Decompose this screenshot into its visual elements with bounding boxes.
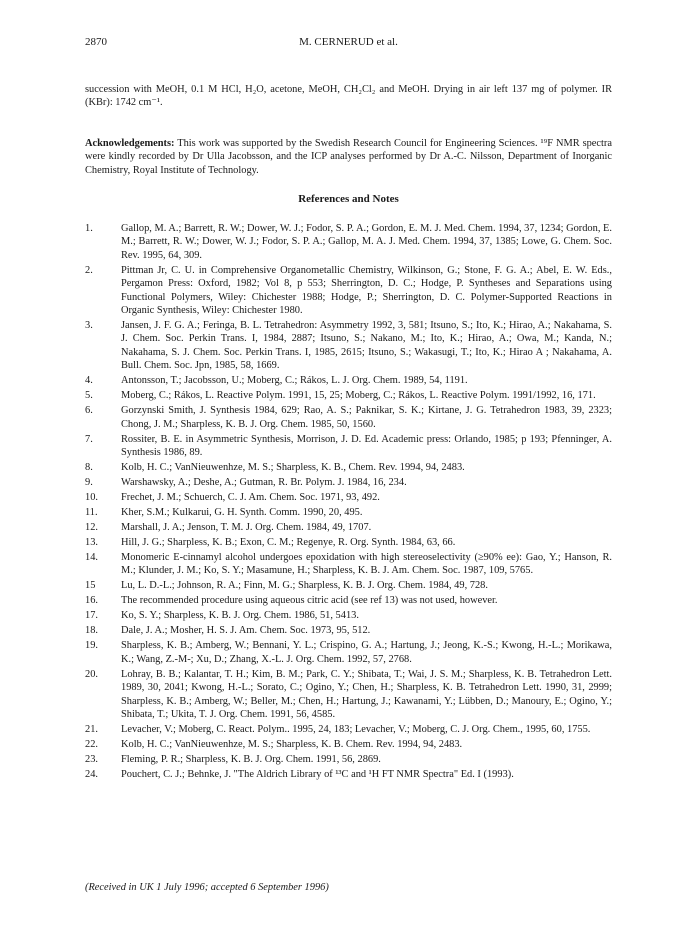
acknowledgements xyxy=(85,137,612,177)
reference-text: The recommended procedure using aqueous citric acid (see ref 13) was not used, however. xyxy=(121,595,498,607)
reference-number: 8. xyxy=(85,462,93,474)
reference-text: Kolb, H. C.; VanNieuwenhze, M. S.; Sharpless, K. B. Chem. Rev. 1994, 94, 2483. xyxy=(121,739,463,751)
reference-item xyxy=(85,319,612,373)
page-header xyxy=(85,36,612,52)
reference-number: 13. xyxy=(85,537,98,549)
reference-number: 24. xyxy=(85,769,98,781)
reference-item xyxy=(85,491,612,504)
reference-text: Warshawsky, A.; Deshe, A.; Gutman, R. Br. Polym. J. 1984, 16, 234. xyxy=(121,477,407,489)
reference-item xyxy=(85,521,612,534)
reference-text: Lohray, B. B.; Kalantar, T. H.; Kim, B. M.; Park, C. Y.; Shibata, T.; Wai, J. S. M.; Sharpless, K. B. Tetrahedron Lett. 1989, 30, 2041; Kwong, H.-L.; Sorato, C.; Ogino, Y.; Chen, H.; Sharpless, K. B. Tetrahedron Lett. 1990, 31, 2999; Sharpless, K. B.; Amberg, W.; Beller, M.; Chen, H.; Hartung, J.; Kawanami, Y.; Lübben, D.; Manoury, E.; Ogino, Y.; Shibata, T.; Ukita, T. J. Org. Chem. 1991, 56, 4585. xyxy=(121,668,612,721)
reference-number: 11. xyxy=(85,507,98,519)
reference-item xyxy=(85,404,612,431)
reference-item xyxy=(85,433,612,460)
references-heading: References and Notes xyxy=(298,193,399,205)
reference-text: Frechet, J. M.; Schuerch, C. J. Am. Chem. Soc. 1971, 93, 492. xyxy=(121,492,380,504)
reference-text: Sharpless, K. B.; Amberg, W.; Bennani, Y. L.; Crispino, G. A.; Hartung, J.; Jeong, K.-S.; Kwong, H.-L.; Morikawa, K.; Wang, Z.-M-; Xu, D.; Zhang, X.-L. J. Org. Chem. 1992, 57, 2768. xyxy=(121,640,612,665)
reference-item xyxy=(85,609,612,622)
reference-text: Levacher, V.; Moberg, C. React. Polym.. 1995, 24, 183; Levacher, V.; Moberg, C. J. Org. Chem., 1995, 60, 1755. xyxy=(121,724,591,736)
reference-item xyxy=(85,723,612,736)
reference-number: 7. xyxy=(85,433,93,445)
reference-item xyxy=(85,461,612,474)
reference-item xyxy=(85,551,612,578)
reference-text: Monomeric E-cinnamyl alcohol undergoes epoxidation with high stereoselectivity (≥90% ee): Gao, Y.; Hanson, R. M.; Klunder, J. M.; Ko, S. Y.; Masamune, H.; Sharpless, K. B. J. Am. Chem. Soc. 1987, 109, 5765. xyxy=(121,552,612,577)
reference-number: 14. xyxy=(85,552,98,564)
reference-number: 12. xyxy=(85,522,98,534)
reference-item xyxy=(85,506,612,519)
reference-number: 10. xyxy=(85,492,98,504)
running-title: M. CERNERUD et al. xyxy=(299,36,398,48)
reference-number: 9. xyxy=(85,477,93,489)
reference-text: Kolb, H. C.; VanNieuwenhze, M. S.; Sharpless, K. B., Chem. Rev. 1994, 94, 2483. xyxy=(121,462,465,474)
reference-item xyxy=(85,374,612,387)
reference-text: Dale, J. A.; Mosher, H. S. J. Am. Chem. Soc. 1973, 95, 512. xyxy=(121,625,371,637)
reference-item xyxy=(85,222,612,262)
reference-item xyxy=(85,624,612,637)
reference-text: Fleming, P. R.; Sharpless, K. B. J. Org. Chem. 1991, 56, 2869. xyxy=(121,754,381,766)
page-number: 2870 xyxy=(85,36,107,48)
reference-number: 20. xyxy=(85,668,98,680)
reference-text: Rossiter, B. E. in Asymmetric Synthesis, Morrison, J. D. Ed. Academic press: Orlando, 1985; p 193; Pfenninger, A. Synthesis 1986, 89. xyxy=(121,433,612,459)
received-note: (Received in UK 1 July 1996; accepted 6 September 1996) xyxy=(85,882,329,893)
reference-number: 6. xyxy=(85,405,93,417)
reference-item xyxy=(85,753,612,766)
reference-number: 16. xyxy=(85,595,98,607)
reference-text: Lu, L. D.-L.; Johnson, R. A.; Finn, M. G.; Sharpless, K. B. J. Org. Chem. 1984, 49, 728. xyxy=(121,580,488,592)
paragraph-procedure: succession with MeOH, 0.1 M HCl, H₂O, acetone, MeOH, CH₂Cl₂ and MeOH. Drying in air left 137 mg of polymer. IR (KBr): 1742 cm⁻¹. xyxy=(85,84,612,109)
reference-text: Pouchert, C. J.; Behnke, J. "The Aldrich Library of ¹³C and ¹H FT NMR Spectra" Ed. I (1993). xyxy=(121,769,514,781)
references-list xyxy=(85,222,612,783)
reference-text: Moberg, C.; Rákos, L. Reactive Polym. 1991, 15, 25; Moberg, C.; Rákos, L. Reactive Polym. 1991/1992, 16, 171. xyxy=(121,390,596,402)
reference-number: 21. xyxy=(85,724,98,736)
reference-text: Pittman Jr, C. U. in Comprehensive Organometallic Chemistry, Wilkinson, G.; Stone, F. G. A.; Abel, E. W. Eds., Pergamon Press: Oxford, 1982; Vol 8, p 553; Sherrington, D. C.; Hodge, P. Syntheses and Separations using Functional Polymers, Wiley: Chichester 1988; Hodge, P.; Sherrington, D. C. Polymer-Supported Reactions in Organic Synthesis, Wiley: Chichester 1980. xyxy=(121,264,612,317)
reference-number: 5. xyxy=(85,390,93,402)
reference-text: Jansen, J. F. G. A.; Feringa, B. L. Tetrahedron: Asymmetry 1992, 3, 581; Itsuno, S.; Ito, K.; Hirao, A.; Nakahama, S. J. Chem. Soc. Perkin Trans. I, 1984, 2887; Itsuno, S.; Nakano, M.; Ito, K.; Hirao, A.; Owa, M.; Kanda, N.; Nakahama, S. J. Chem. Soc. Perkin Trans. I, 1985, 2615; Itsuno, S.; Wakasugi, T.; Ito, K.; Hirao A ; Nakahama, A. Bull. Chem. Soc. Jpn, 1985, 58, 1669. xyxy=(121,320,612,372)
reference-number: 4. xyxy=(85,375,93,387)
reference-item xyxy=(85,536,612,549)
reference-text: Antonsson, T.; Jacobsson, U.; Moberg, C.; Rákos, L. J. Org. Chem. 1989, 54, 1191. xyxy=(121,375,468,387)
reference-text: Kher, S.M.; Kulkarui, G. H. Synth. Comm. 1990, 20, 495. xyxy=(121,507,363,519)
reference-number: 19. xyxy=(85,640,98,652)
acknowledgements-title: Acknowledgements: xyxy=(85,138,175,149)
reference-text: Hill, J. G.; Sharpless, K. B.; Exon, C. M.; Regenye, R. Org. Synth. 1984, 63, 66. xyxy=(121,537,456,549)
reference-item xyxy=(85,738,612,751)
reference-item xyxy=(85,264,612,318)
reference-item xyxy=(85,579,612,592)
reference-number: 1. xyxy=(85,223,93,234)
reference-text: Gorzynski Smith, J. Synthesis 1984, 629; Rao, A. S.; Paknikar, S. K.; Kirtane, J. G. Tetrahedron 1983, 39, 2323; Chong, J. M.; Sharpless, K. B. J. Org. Chem. 1985, 50, 1560. xyxy=(121,405,612,430)
reference-text: Marshall, J. A.; Jenson, T. M. J. Org. Chem. 1984, 49, 1707. xyxy=(121,522,372,534)
reference-item xyxy=(85,389,612,402)
reference-text: Gallop, M. A.; Barrett, R. W.; Dower, W. J.; Fodor, S. P. A.; Gordon, E. M. J. Med. Chem. 1994, 37, 1234; Gordon, E. M.; Barrett, R. W.; Dower, W. J.; Fodor, S. P. A.; Gallop, M. A. J. Med. Chem. 1994, 37, 1385; Lowe, G. Chem. Soc. Rev. 1995, 64, 309. xyxy=(121,223,612,261)
reference-item xyxy=(85,639,612,666)
reference-number: 22. xyxy=(85,739,98,751)
reference-text: Ko, S. Y.; Sharpless, K. B. J. Org. Chem. 1986, 51, 5413. xyxy=(121,610,359,622)
reference-number: 2. xyxy=(85,264,93,276)
reference-item xyxy=(85,594,612,607)
reference-item xyxy=(85,768,612,781)
reference-number: 17. xyxy=(85,610,98,622)
reference-number: 15 xyxy=(85,580,96,592)
reference-item xyxy=(85,668,612,722)
reference-number: 18. xyxy=(85,625,98,637)
reference-item xyxy=(85,476,612,489)
reference-number: 23. xyxy=(85,754,98,766)
reference-number: 3. xyxy=(85,320,93,332)
acknowledgements-text: This work was supported by the Swedish Research Council for Engineering Sciences. ¹⁹F NMR spectra were kindly recorded by Dr Ulla Jacobsson, and the ICP analyses performed by Dr A.-C. Nilsson, Department of Inorganic Chemistry, Royal Institute of Technology. xyxy=(85,138,612,176)
